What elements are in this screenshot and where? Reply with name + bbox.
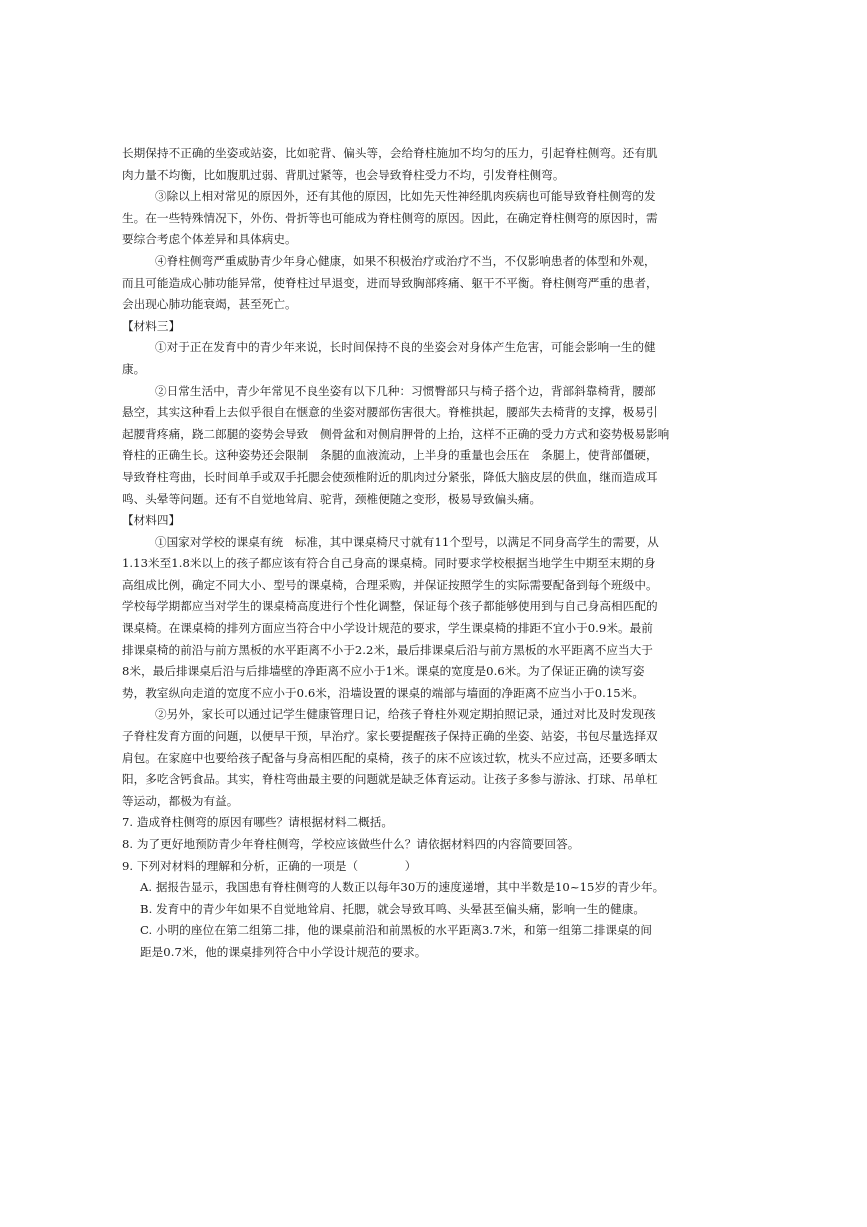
answer-option-line: A. 据报告显示，我国患有脊柱侧弯的人数正以每年30万的速度递增，其中半数是10~15岁的青少年。 <box>140 880 665 895</box>
text-line: 1.13米至1.8米以上的孩子都应该有符合自己身高的课桌椅。同时要求学校根据当地学生中期至末期的身 <box>122 556 656 571</box>
text-line: 康。 <box>122 361 146 376</box>
text-line: 导致脊柱弯曲，长时间单手或双手托腮会使颈椎附近的肌肉过分紧张，降低大脑皮层的供血，继而造成耳 <box>122 469 658 484</box>
text-line: 会出现心肺功能衰竭，甚至死亡。 <box>122 297 297 312</box>
text-line: ②日常生活中，青少年常见不良坐姿有以下几种：习惯臀部只与椅子搭个边，背部斜靠椅背，腰部 <box>155 383 656 398</box>
text-line: 等运动，都极为有益。 <box>122 793 239 808</box>
text-line: 肉力量不均衡，比如腹肌过弱、背肌过紧等，也会导致脊柱受力不均，引发脊柱侧弯。 <box>122 167 565 182</box>
text-line: ④脊柱侧弯严重威胁青少年身心健康，如果不积极治疗或治疗不当，不仅影响患者的体型和外观， <box>155 253 656 268</box>
text-line: 生。在一些特殊情况下，外伤、骨折等也可能成为脊柱侧弯的原因。因此，在确定脊柱侧弯的原因时，需 <box>122 210 658 225</box>
text-line: 阳，多吃含钙食品。其实，脊柱弯曲最主要的问题就是缺乏体育运动。让孩子多参与游泳、打球、吊单杠 <box>122 772 658 787</box>
text-line: 高组成比例，确定不同大小、型号的课桌椅，合理采购，并保证按照学生的实际需要配备到每个班级中。 <box>122 577 658 592</box>
text-line: 8米，最后排课桌后沿与后排墙壁的净距离不应小于1米。课桌的宽度是0.6米。为了保证正确的读写姿 <box>122 664 645 679</box>
section-heading: 【材料三】 <box>122 318 181 333</box>
text-line: 脊柱的正确生长。这种姿势还会限制 条腿的血液流动，上半身的重量也会压在 条腿上，使背部僵硬， <box>122 448 658 463</box>
text-line: 子脊柱发育方面的问题，以便早干预，早治疗。家长要提醒孩子保持正确的坐姿、站姿，书包尽量选择双 <box>122 729 658 744</box>
text-line: 肩包。在家庭中也要给孩子配备与身高相匹配的桌椅，孩子的床不应该过软，枕头不应过高，还要多晒太 <box>122 750 658 765</box>
text-line: ③除以上相对常见的原因外，还有其他的原因，比如先天性神经肌肉疾病也可能导致脊柱侧弯的发 <box>155 189 656 204</box>
section-heading: 【材料四】 <box>122 513 181 528</box>
question-line: 7. 造成脊柱侧弯的原因有哪些？请根据材料二概括。 <box>122 815 394 830</box>
text-line: ①国家对学校的课桌有统 标准，其中课桌椅尺寸就有11个型号，以满足不同身高学生的需要，从 <box>155 534 659 549</box>
answer-option-line: B. 发育中的青少年如果不自觉地耸肩、托腮，就会导致耳鸣、头晕甚至偏头痛，影响一生的健康。 <box>140 901 646 916</box>
answer-option-line: C. 小明的座位在第二组第二排，他的课桌前沿和前黑板的水平距离3.7米，和第一组第二排课桌的间 <box>140 923 652 938</box>
text-line: 长期保持不正确的坐姿或站姿，比如驼背、偏头等，会给脊柱施加不均匀的压力，引起脊柱侧弯。还有肌 <box>122 146 658 160</box>
text-line: ②另外，家长可以通过记学生健康管理日记，给孩子脊柱外观定期拍照记录，通过对比及时发现孩 <box>155 707 656 722</box>
text-line: 起腰背疼痛，跷二郎腿的姿势会导致 侧骨盆和对侧肩胛骨的上抬，这样不正确的受力方式和姿势极易影响 <box>122 426 670 441</box>
question-line: 9. 下列对材料的理解和分析，正确的一项是（ ） <box>122 858 417 873</box>
text-line: 课桌椅。在课桌椅的排列方面应当符合中小学设计规范的要求，学生课桌椅的排距不宜小于0.9米。最前 <box>122 621 653 636</box>
text-line: 而且可能造成心肺功能异常，使脊柱过早退变，进而导致胸部疼痛、躯干不平衡。脊柱侧弯严重的患者， <box>122 275 658 290</box>
text-line: 学校每学期都应当对学生的课桌椅高度进行个性化调整，保证每个孩子都能够使用到与自己身高相匹配的 <box>122 599 658 614</box>
text-line: 排课桌椅的前沿与前方黑板的水平距离不小于2.2米，最后排课桌后沿与前方黑板的水平距离不应当大于 <box>122 642 653 657</box>
document-page <box>122 143 694 964</box>
text-line: 鸣、头晕等问题。还有不自觉地耸肩、驼背，颈椎便随之变形，极易导致偏头痛。 <box>122 491 542 506</box>
text-line: 势，教室纵向走道的宽度不应小于0.6米，沿墙设置的课桌的端部与墙面的净距离不应当小于0.15米。 <box>122 685 644 700</box>
question-line: 8. 为了更好地预防青少年脊柱侧弯，学校应该做些什么？请依据材料四的内容简要回答。 <box>122 837 580 851</box>
text-line: 要综合考虑个体差异和具体病史。 <box>122 232 297 247</box>
text-line: 悬空，其实这种看上去似乎很自在惬意的坐姿对腰部伤害很大。脊椎拱起，腰部失去椅背的支撑，极易引 <box>122 405 658 420</box>
text-line: ①对于正在发育中的青少年来说，长时间保持不良的坐姿会对身体产生危害，可能会影响一生的健 <box>155 340 656 355</box>
answer-option-line: 距是0.7米，他的课桌排列符合中小学设计规范的要求。 <box>140 944 427 959</box>
